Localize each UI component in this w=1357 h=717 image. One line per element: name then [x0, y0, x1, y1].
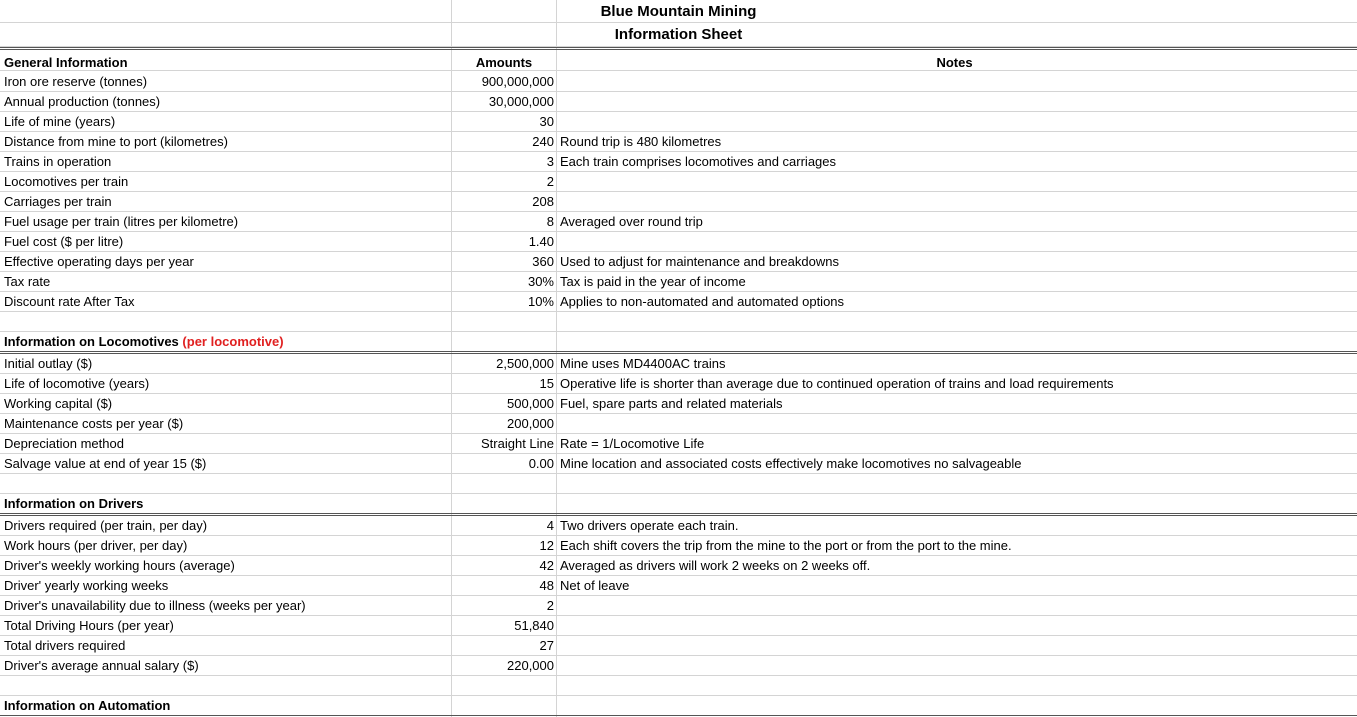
row-label-cell[interactable]: Driver's unavailability due to illness (weeks per year): [4, 598, 306, 613]
table-row: [0, 454, 1357, 474]
row-label-cell[interactable]: Locomotives per train: [4, 174, 129, 189]
row-note-cell[interactable]: Applies to non-automated and automated options: [560, 294, 845, 309]
row-amount-cell[interactable]: 500,000: [507, 396, 554, 411]
row-note-cell[interactable]: [560, 616, 1350, 635]
general-heading: General Information: [4, 55, 128, 70]
table-row: [0, 354, 1357, 374]
table-row: [0, 132, 1357, 152]
row-amount-cell[interactable]: 2: [546, 174, 554, 189]
row-amount-cell[interactable]: 30,000,000: [488, 94, 554, 109]
row-label-cell[interactable]: Total Driving Hours (per year): [4, 618, 174, 633]
row-note-cell[interactable]: Mine location and associated costs effectively make locomotives no salvageable: [560, 456, 1022, 471]
row-amount-cell[interactable]: 15: [539, 376, 554, 391]
table-row: [0, 92, 1357, 112]
row-label-cell[interactable]: Discount rate After Tax: [4, 294, 135, 309]
row-amount-cell[interactable]: 200,000: [507, 416, 554, 431]
row-amount-cell[interactable]: 51,840: [514, 618, 554, 633]
row-note-cell[interactable]: Fuel, spare parts and related materials: [560, 396, 783, 411]
spacer-row: [0, 312, 1357, 332]
table-row: [0, 576, 1357, 596]
row-amount-cell[interactable]: 30%: [527, 274, 554, 289]
title-row: [0, 0, 1357, 23]
row-note-cell[interactable]: [560, 636, 1350, 655]
row-amount-cell[interactable]: 12: [539, 538, 554, 553]
locomotives-heading-suffix: (per locomotive): [182, 334, 284, 349]
row-label-cell[interactable]: Distance from mine to port (kilometres): [4, 134, 228, 149]
row-label-cell[interactable]: Maintenance costs per year ($): [4, 416, 184, 431]
drivers-heading: Information on Drivers: [4, 496, 144, 511]
table-row: [0, 596, 1357, 616]
table-row: [0, 414, 1357, 434]
row-amount-cell[interactable]: 220,000: [507, 658, 554, 673]
table-row: [0, 232, 1357, 252]
row-amount-cell[interactable]: 360: [532, 254, 554, 269]
table-row: [0, 374, 1357, 394]
row-note-cell[interactable]: [560, 414, 1350, 433]
table-row: [0, 152, 1357, 172]
row-amount-cell[interactable]: 8: [546, 214, 554, 229]
general-header-row: [0, 47, 1357, 71]
row-label-cell[interactable]: Tax rate: [4, 274, 51, 289]
row-note-cell[interactable]: Averaged as drivers will work 2 weeks on 2 weeks off.: [560, 558, 871, 573]
row-note-cell[interactable]: Two drivers operate each train.: [560, 518, 739, 533]
row-amount-cell[interactable]: 42: [539, 558, 554, 573]
row-note-cell[interactable]: [560, 72, 1350, 91]
table-row: [0, 272, 1357, 292]
row-note-cell[interactable]: [560, 656, 1350, 675]
row-label-cell[interactable]: Driver's weekly working hours (average): [4, 558, 235, 573]
automation-heading: Information on Automation: [4, 698, 171, 713]
spacer-row: [0, 676, 1357, 696]
row-note-cell[interactable]: Net of leave: [560, 578, 630, 593]
row-note-cell[interactable]: Averaged over round trip: [560, 214, 703, 229]
row-label-cell[interactable]: Fuel cost ($ per litre): [4, 234, 124, 249]
sheet-title: Blue Mountain Mining: [600, 3, 757, 20]
row-amount-cell[interactable]: 0.00: [528, 456, 554, 471]
table-row: [0, 636, 1357, 656]
table-row: [0, 556, 1357, 576]
row-label-cell[interactable]: Fuel usage per train (litres per kilometre): [4, 214, 239, 229]
row-note-cell[interactable]: Round trip is 480 kilometres: [560, 134, 722, 149]
row-amount-cell[interactable]: 4: [546, 518, 554, 533]
locomotives-heading: [4, 332, 444, 351]
row-label-cell[interactable]: Life of locomotive (years): [4, 376, 150, 391]
row-label-cell[interactable]: Carriages per train: [4, 194, 112, 209]
row-note-cell[interactable]: [560, 92, 1350, 111]
row-note-cell[interactable]: Used to adjust for maintenance and breakdowns: [560, 254, 839, 269]
row-amount-cell[interactable]: 208: [532, 194, 554, 209]
row-note-cell[interactable]: Rate = 1/Locomotive Life: [560, 436, 705, 451]
row-label-cell[interactable]: Driver' yearly working weeks: [4, 578, 169, 593]
table-row: [0, 192, 1357, 212]
row-amount-cell[interactable]: 3: [546, 154, 554, 169]
row-note-cell[interactable]: Mine uses MD4400AC trains: [560, 356, 726, 371]
table-row: [0, 172, 1357, 192]
notes-header: Notes: [936, 55, 973, 70]
row-label-cell[interactable]: Work hours (per driver, per day): [4, 538, 188, 553]
row-note-cell[interactable]: Each train comprises locomotives and carriages: [560, 154, 837, 169]
row-label-cell[interactable]: Salvage value at end of year 15 ($): [4, 456, 207, 471]
table-row: [0, 434, 1357, 454]
row-amount-cell[interactable]: 30: [539, 114, 554, 129]
table-row: [0, 252, 1357, 272]
row-amount-cell[interactable]: Straight Line: [481, 436, 554, 451]
automation-header-row: [0, 696, 1357, 716]
sheet-subtitle: Information Sheet: [614, 26, 743, 43]
row-label-cell[interactable]: Initial outlay ($): [4, 356, 93, 371]
row-amount-cell[interactable]: 2: [546, 598, 554, 613]
table-row: [0, 292, 1357, 312]
table-row: [0, 394, 1357, 414]
table-row: [0, 112, 1357, 132]
amounts-header: Amounts: [475, 55, 533, 70]
subtitle-row: [0, 23, 1357, 47]
row-label-cell[interactable]: Drivers required (per train, per day): [4, 518, 208, 533]
row-note-cell[interactable]: Tax is paid in the year of income: [560, 274, 746, 289]
row-note-cell[interactable]: [560, 172, 1350, 191]
row-label-cell[interactable]: Working capital ($): [4, 396, 113, 411]
row-amount-cell[interactable]: 27: [539, 638, 554, 653]
row-label-cell[interactable]: Annual production (tonnes): [4, 94, 161, 109]
locomotives-header-row: [0, 332, 1357, 354]
drivers-header-row: [0, 494, 1357, 516]
row-amount-cell[interactable]: 48: [539, 578, 554, 593]
row-amount-cell[interactable]: 2,500,000: [496, 356, 554, 371]
row-label-cell[interactable]: Trains in operation: [4, 154, 112, 169]
row-note-cell[interactable]: Operative life is shorter than average due to continued operation of trains and load requirements: [560, 376, 1114, 391]
spacer-row: [0, 474, 1357, 494]
row-note-cell[interactable]: [560, 596, 1350, 615]
row-label-cell[interactable]: Life of mine (years): [4, 114, 116, 129]
row-amount-cell[interactable]: 900,000,000: [481, 74, 554, 89]
table-row: [0, 656, 1357, 676]
row-note-cell[interactable]: Each shift covers the trip from the mine to the port or from the port to the mine.: [560, 538, 1012, 553]
row-amount-cell[interactable]: 1.40: [528, 234, 554, 249]
row-label-cell[interactable]: Iron ore reserve (tonnes): [4, 74, 148, 89]
table-row: [0, 72, 1357, 92]
row-label-cell[interactable]: Depreciation method: [4, 436, 124, 451]
row-label-cell[interactable]: Effective operating days per year: [4, 254, 194, 269]
table-row: [0, 616, 1357, 636]
row-label-cell[interactable]: Total drivers required: [4, 638, 126, 653]
row-amount-cell[interactable]: 10%: [527, 294, 554, 309]
table-row: [0, 516, 1357, 536]
row-label-cell[interactable]: Driver's average annual salary ($): [4, 658, 199, 673]
table-row: [0, 536, 1357, 556]
row-note-cell[interactable]: [560, 232, 1350, 251]
row-note-cell[interactable]: [560, 112, 1350, 131]
table-row: [0, 212, 1357, 232]
row-amount-cell[interactable]: 240: [532, 134, 554, 149]
row-note-cell[interactable]: [560, 192, 1350, 211]
locomotives-heading-text: Information on Locomotives: [4, 334, 179, 349]
